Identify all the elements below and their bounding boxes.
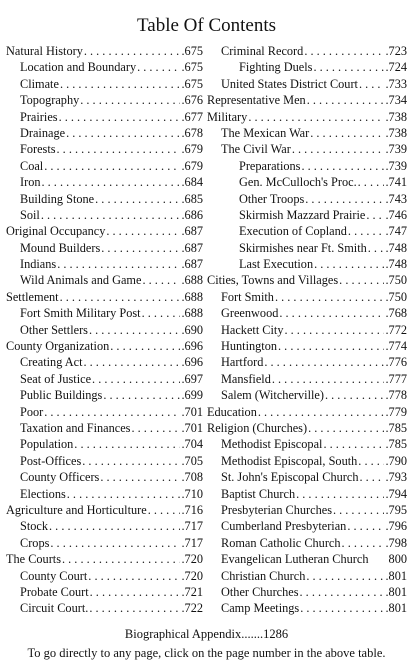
dot-leader (366, 207, 384, 223)
dot-leader (49, 518, 180, 534)
dot-leader (57, 141, 181, 157)
toc-entry-label: Drainage (20, 125, 66, 140)
page-number-link[interactable]: .705 (181, 453, 203, 468)
toc-entry-label: Fighting Duels (239, 60, 313, 75)
page-number-link[interactable]: .677 (181, 109, 203, 124)
toc-entry-the-courts (6, 551, 203, 567)
toc-entry-execution-of-copland (207, 223, 407, 239)
dot-leader (292, 141, 385, 157)
toc-entry-criminal-record (207, 43, 407, 59)
toc-entry-roman-catholic-church (207, 535, 407, 551)
toc-entry-coal (6, 158, 203, 174)
page-title: Table Of Contents (136, 15, 277, 36)
toc-entry-greenwood (207, 305, 407, 321)
dot-leader (296, 486, 384, 502)
page-number-link[interactable]: .739 (385, 142, 407, 157)
dot-leader (300, 584, 385, 600)
page-number-link[interactable]: .739 (385, 158, 407, 173)
toc-entry-county-organization (6, 338, 203, 354)
toc-entry-label: Education (207, 404, 257, 419)
dot-leader (264, 354, 384, 370)
toc-entry-label: St. John's Episcopal Church (221, 470, 359, 485)
toc-entry-label: Huntington (221, 339, 278, 354)
page-number-link[interactable]: .687 (181, 224, 203, 239)
page-number-link[interactable]: .768 (385, 306, 407, 321)
toc-entry-label: Preparations (239, 158, 301, 173)
toc-entry-label: Presbyterian Churches (221, 502, 332, 517)
toc-entry-hackett-city (207, 322, 407, 338)
dot-leader (82, 453, 180, 469)
toc-entry-label: Stock (20, 519, 49, 534)
toc-entry-label: Methodist Episcopal, South (221, 453, 358, 468)
page-number-link[interactable]: .717 (181, 535, 203, 550)
dot-leader (57, 256, 180, 272)
toc-entry-label: Creating Act (20, 355, 83, 370)
page-number-link[interactable]: .785 (385, 420, 407, 435)
toc-entry-methodist-episcopal-south (207, 453, 407, 469)
page-number-link[interactable]: .676 (181, 93, 203, 108)
toc-entry-label: Probate Court (20, 584, 89, 599)
toc-entry-label: Other Settlers (20, 322, 88, 337)
dot-leader (50, 535, 180, 551)
toc-entry-label: Settlement (6, 289, 59, 304)
toc-entry-label: Poor (20, 404, 44, 419)
page-number-link[interactable]: .750 (385, 273, 407, 288)
toc-entry-methodist-episcopal (207, 436, 407, 452)
dot-leader (258, 404, 385, 420)
toc-entry-label: The Civil War (221, 142, 291, 157)
toc-entry-crops (6, 535, 203, 551)
dot-leader (74, 436, 180, 452)
toc-entry-label: Elections (20, 486, 66, 501)
toc-entry-poor (6, 404, 203, 420)
toc-left-column (6, 43, 203, 617)
dot-leader (95, 191, 180, 207)
toc-entry-circuit-court (6, 600, 203, 616)
page-number-link[interactable]: .777 (385, 371, 407, 386)
dot-leader (106, 223, 180, 239)
dot-leader (89, 322, 181, 338)
page-number-link[interactable]: .794 (385, 486, 407, 501)
toc-entry-stock (6, 518, 203, 534)
toc-entry-public-buildings (6, 387, 203, 403)
toc-entry-representative-men (207, 92, 407, 108)
page-number-link[interactable]: .675 (181, 44, 203, 58)
toc-entry-seat-of-justice (6, 371, 203, 387)
toc-entry-baptist-church (207, 486, 407, 502)
dot-leader (60, 76, 181, 92)
dot-leader (304, 43, 384, 59)
toc-entry-label: Building Stone (20, 191, 95, 206)
toc-entry-st-john-s-episcopal-church (207, 469, 407, 485)
toc-entry-label: Original Occupancy (6, 224, 106, 239)
dot-leader (88, 568, 180, 584)
dot-leader (305, 191, 384, 207)
toc-entry-taxation-and-finances (6, 420, 203, 436)
toc-entry-drainage (6, 125, 203, 141)
toc-entry-county-officers (6, 469, 203, 485)
toc-entry-label: County Officers (20, 470, 100, 485)
page-number-link[interactable]: .685 (181, 191, 203, 206)
toc-entry-label: Methodist Episcopal (221, 437, 323, 452)
dot-leader (59, 109, 181, 125)
toc-entry-huntington (207, 338, 407, 354)
toc-entry-label: Religion (Churches) (207, 420, 308, 435)
toc-entry-label: Location and Boundary (20, 60, 137, 75)
page-number-link[interactable]: .688 (181, 273, 203, 288)
page-number-link[interactable]: .679 (181, 158, 203, 173)
dot-leader (67, 486, 181, 502)
page-number-link[interactable]: .684 (181, 175, 203, 190)
toc-entry-christian-church (207, 568, 407, 584)
page-number-link[interactable]: .678 (181, 125, 203, 140)
toc-entry-label: Population (20, 437, 74, 452)
page-number-link[interactable]: .722 (181, 601, 203, 616)
dot-leader (42, 174, 181, 190)
toc-entry-label: Representative Men (207, 93, 306, 108)
dot-leader (84, 43, 181, 59)
dot-leader (131, 420, 180, 436)
dot-leader (325, 387, 385, 403)
toc-entry-label: Cities, Towns and Villages (207, 273, 339, 288)
dot-leader (272, 371, 385, 387)
toc-entry-fighting-duels (207, 59, 407, 75)
dot-leader (279, 305, 384, 321)
dot-leader (368, 240, 385, 256)
toc-entry-label: Skirmishes near Ft. Smith (239, 240, 367, 255)
toc-entry-label: Roman Catholic Church (221, 535, 341, 550)
toc-entry-label: The Mexican War (221, 125, 310, 140)
toc-entry-cities-towns-and-villages (207, 272, 407, 288)
dot-leader (314, 256, 384, 272)
page-number-link[interactable]: .675 (181, 76, 203, 91)
toc-entry-forests (6, 141, 203, 157)
toc-entry-probate-court (6, 584, 203, 600)
dot-leader (323, 436, 384, 452)
dot-leader (275, 289, 385, 305)
page-number-link[interactable]: .798 (385, 535, 407, 550)
toc-entry-label: Mansfield (221, 371, 271, 386)
toc-entry-building-stone (6, 191, 203, 207)
page-number-link[interactable]: .687 (181, 240, 203, 255)
toc-entry-label: Fort Smith Military Post (20, 306, 141, 321)
toc-entry-label: County Organization (6, 339, 110, 354)
toc-entry-label: Public Buildings (20, 388, 103, 403)
toc-entry-location-and-boundary (6, 59, 203, 75)
dot-leader (308, 420, 384, 436)
dot-leader (285, 322, 385, 338)
toc-entry-label: Soil (20, 207, 40, 222)
dot-leader (44, 404, 180, 420)
dot-leader (142, 272, 180, 288)
page-number-link[interactable]: .710 (181, 486, 203, 501)
dot-leader (103, 387, 180, 403)
dot-leader (347, 518, 384, 534)
toc-entry-label: Cumberland Presbyterian (221, 519, 347, 534)
toc-entry-label: Camp Meetings (221, 601, 300, 616)
page-number-link[interactable]: .750 (385, 289, 407, 304)
toc-entry-label: Natural History (6, 44, 83, 58)
dot-leader (100, 469, 180, 485)
toc-entry-label: Iron (20, 175, 41, 190)
page-number-link[interactable]: .696 (181, 355, 203, 370)
page-number-link[interactable]: .776 (385, 355, 407, 370)
toc-entry-gen-mcculloch-s-proc (207, 174, 407, 190)
page-number-link[interactable]: .746 (385, 207, 407, 222)
page-number-link[interactable]: .699 (181, 388, 203, 403)
toc-entry-evangelican-lutheran-church (207, 551, 407, 567)
toc-entry-label: Other Churches (221, 584, 299, 599)
page-number-link[interactable]: .747 (385, 224, 407, 239)
dot-leader (137, 59, 180, 75)
toc-entry-label: Evangelican Lutheran Church (221, 552, 369, 567)
page-number-link[interactable]: .801 (385, 584, 407, 599)
page-number-link[interactable]: .721 (181, 584, 203, 599)
toc-entry-label: Hackett City (221, 322, 284, 337)
page-number-link[interactable]: .696 (181, 339, 203, 354)
page-number-link[interactable]: .741 (385, 175, 407, 190)
dot-leader (101, 240, 180, 256)
toc-entry-religion-churches (207, 420, 407, 436)
toc-entry-iron (6, 174, 203, 190)
toc-entry-label: Prairies (20, 109, 58, 124)
toc-entry-climate (6, 76, 203, 92)
toc-entry-prairies (6, 109, 203, 125)
toc-entry-hartford (207, 354, 407, 370)
page-number-link[interactable]: .716 (181, 502, 203, 517)
page-number-link[interactable]: .801 (385, 568, 407, 583)
dot-leader (310, 125, 384, 141)
dot-leader (307, 92, 385, 108)
toc-entry-label: Coal (20, 158, 44, 173)
toc-entry-other-settlers (6, 322, 203, 338)
toc-entry-label: Crops (20, 535, 50, 550)
dot-leader (333, 502, 384, 518)
toc-entry-camp-meetings (207, 600, 407, 616)
toc-entry-fort-smith (207, 289, 407, 305)
page-number-link[interactable]: .793 (385, 470, 407, 485)
toc-entry-skirmishes-near-ft-smith (207, 240, 407, 256)
page-number-link[interactable]: .688 (181, 306, 203, 321)
dot-leader (84, 354, 181, 370)
toc-entry-label: Last Execution (239, 257, 314, 272)
toc-entry-label: Gen. McCulloch's Proc. (239, 175, 357, 190)
page-number-link[interactable]: .708 (181, 470, 203, 485)
page-number-link[interactable]: .723 (385, 44, 407, 58)
toc-entry-mansfield (207, 371, 407, 387)
toc-entry-label: Post-Offices (20, 453, 82, 468)
toc-entry-label: Other Troops (239, 191, 305, 206)
toc-entry-skirmish-mazzard-prairie (207, 207, 407, 223)
toc-entry-label: Taxation and Finances (20, 420, 131, 435)
dot-leader (342, 535, 385, 551)
page-number-link[interactable]: .785 (385, 437, 407, 452)
toc-entry-label: Mound Builders (20, 240, 101, 255)
page-number-link[interactable]: .774 (385, 339, 407, 354)
dot-leader (339, 272, 384, 288)
toc-columns (6, 43, 407, 617)
page-number-link[interactable]: 800 (388, 552, 407, 567)
toc-entry-topography (6, 92, 203, 108)
toc-entry-label: Christian Church (221, 568, 306, 583)
toc-entry-label: Indians (20, 257, 57, 272)
dot-leader (41, 207, 181, 223)
toc-entry-preparations (207, 158, 407, 174)
page-number-link[interactable]: .738 (385, 109, 407, 124)
page-number-link[interactable]: .690 (181, 322, 203, 337)
toc-entry-fort-smith-military-post (6, 305, 203, 321)
toc-entry-label: Salem (Witcherville) (221, 388, 324, 403)
toc-entry-agriculture-and-horticulture (6, 502, 203, 518)
toc-entry-creating-act (6, 354, 203, 370)
toc-entry-elections (6, 486, 203, 502)
toc-entry-presbyterian-churches (207, 502, 407, 518)
page-number-link[interactable]: .675 (181, 60, 203, 75)
page-number-link[interactable]: .748 (385, 240, 407, 255)
dot-leader (359, 76, 385, 92)
page-number-link[interactable]: .790 (385, 453, 407, 468)
toc-entry-last-execution (207, 256, 407, 272)
page-number-link[interactable]: .772 (385, 322, 407, 337)
toc-entry-education (207, 404, 407, 420)
dot-leader (348, 223, 385, 239)
toc-entry-label: Seat of Justice (20, 371, 92, 386)
page-number-link[interactable]: .701 (181, 404, 203, 419)
dot-leader (301, 158, 384, 174)
page-number-link[interactable]: .734 (385, 93, 407, 108)
toc-entry-the-mexican-war (207, 125, 407, 141)
dot-leader (110, 338, 180, 354)
page-number-link[interactable]: .701 (181, 420, 203, 435)
toc-entry-label: Greenwood (221, 306, 279, 321)
page-number-link[interactable]: .801 (385, 601, 407, 616)
dot-leader (92, 371, 180, 387)
dot-leader (89, 600, 180, 616)
dot-leader (142, 305, 181, 321)
page-number-link[interactable]: .743 (385, 191, 407, 206)
toc-entry-other-churches (207, 584, 407, 600)
dot-leader (148, 502, 181, 518)
page-number-link[interactable]: .796 (385, 519, 407, 534)
page-number-link[interactable]: .717 (181, 519, 203, 534)
toc-entry-label: Wild Animals and Game (20, 273, 142, 288)
dot-leader (60, 289, 181, 305)
toc-entry-mound-builders (6, 240, 203, 256)
toc-entry-label: The Courts (6, 552, 61, 567)
toc-entry-original-occupancy (6, 223, 203, 239)
page-number-link[interactable]: .687 (181, 257, 203, 272)
page-number-link[interactable]: .686 (181, 207, 203, 222)
toc-entry-label: Hartford (221, 355, 264, 370)
dot-leader (80, 92, 180, 108)
dot-leader (358, 174, 385, 190)
biographical-appendix-link[interactable]: Biographical Appendix.......1286 (124, 626, 289, 641)
page-number-link[interactable]: .697 (181, 371, 203, 386)
toc-entry-cumberland-presbyterian (207, 518, 407, 534)
dot-leader (306, 568, 384, 584)
dot-leader (44, 158, 180, 174)
toc-entry-label: County Court (20, 568, 88, 583)
toc-entry-united-states-district-court (207, 76, 407, 92)
toc-entry-label: Military (207, 109, 248, 124)
toc-entry-settlement (6, 289, 203, 305)
page-number-link[interactable]: .795 (385, 502, 407, 517)
toc-entry-population (6, 436, 203, 452)
navigation-instructions: To go directly to any page, click on the page number in the above table. (27, 645, 386, 660)
dot-leader (248, 109, 384, 125)
toc-entry-label: Topography (20, 93, 80, 108)
toc-right-column (207, 43, 407, 617)
dot-leader (359, 469, 384, 485)
toc-entry-other-troops (207, 191, 407, 207)
page-number-link[interactable]: .778 (385, 388, 407, 403)
toc-entry-post-offices (6, 453, 203, 469)
page-number-link[interactable]: .720 (181, 568, 203, 583)
page-number-link[interactable]: .704 (181, 437, 203, 452)
toc-entry-label: Fort Smith (221, 289, 274, 304)
toc-entry-label: Climate (20, 76, 59, 91)
toc-entry-label: Forests (20, 142, 56, 157)
dot-leader (278, 338, 384, 354)
page-number-link[interactable]: .748 (385, 257, 407, 272)
dot-leader (313, 59, 384, 75)
toc-entry-label: Circuit Court. (20, 601, 89, 616)
toc-entry-military (207, 109, 407, 125)
page-number-link[interactable]: .724 (385, 60, 407, 75)
toc-entry-salem-witcherville (207, 387, 407, 403)
toc-entry-label: Criminal Record (221, 44, 304, 58)
toc-entry-label: United States District Court (221, 76, 358, 91)
toc-entry-label: Execution of Copland (239, 224, 347, 239)
page-number-link[interactable]: .738 (385, 125, 407, 140)
page-number-link[interactable]: .679 (181, 142, 203, 157)
dot-leader (62, 551, 180, 567)
toc-entry-soil (6, 207, 203, 223)
toc-entry-county-court (6, 568, 203, 584)
dot-leader (358, 453, 384, 469)
page-number-link[interactable]: .688 (181, 289, 203, 304)
toc-entry-label: Baptist Church (221, 486, 296, 501)
toc-entry-natural-history (6, 43, 203, 59)
page-number-link[interactable]: .733 (385, 76, 407, 91)
page-number-link[interactable]: .779 (385, 404, 407, 419)
page-number-link[interactable]: .720 (181, 552, 203, 567)
dot-leader (90, 584, 181, 600)
toc-entry-wild-animals-and-game (6, 272, 203, 288)
toc-entry-indians (6, 256, 203, 272)
dot-leader (300, 600, 384, 616)
toc-entry-label: Agriculture and Horticulture (6, 502, 147, 517)
dot-leader (66, 125, 180, 141)
toc-entry-the-civil-war (207, 141, 407, 157)
toc-entry-label: Skirmish Mazzard Prairie (239, 207, 366, 222)
